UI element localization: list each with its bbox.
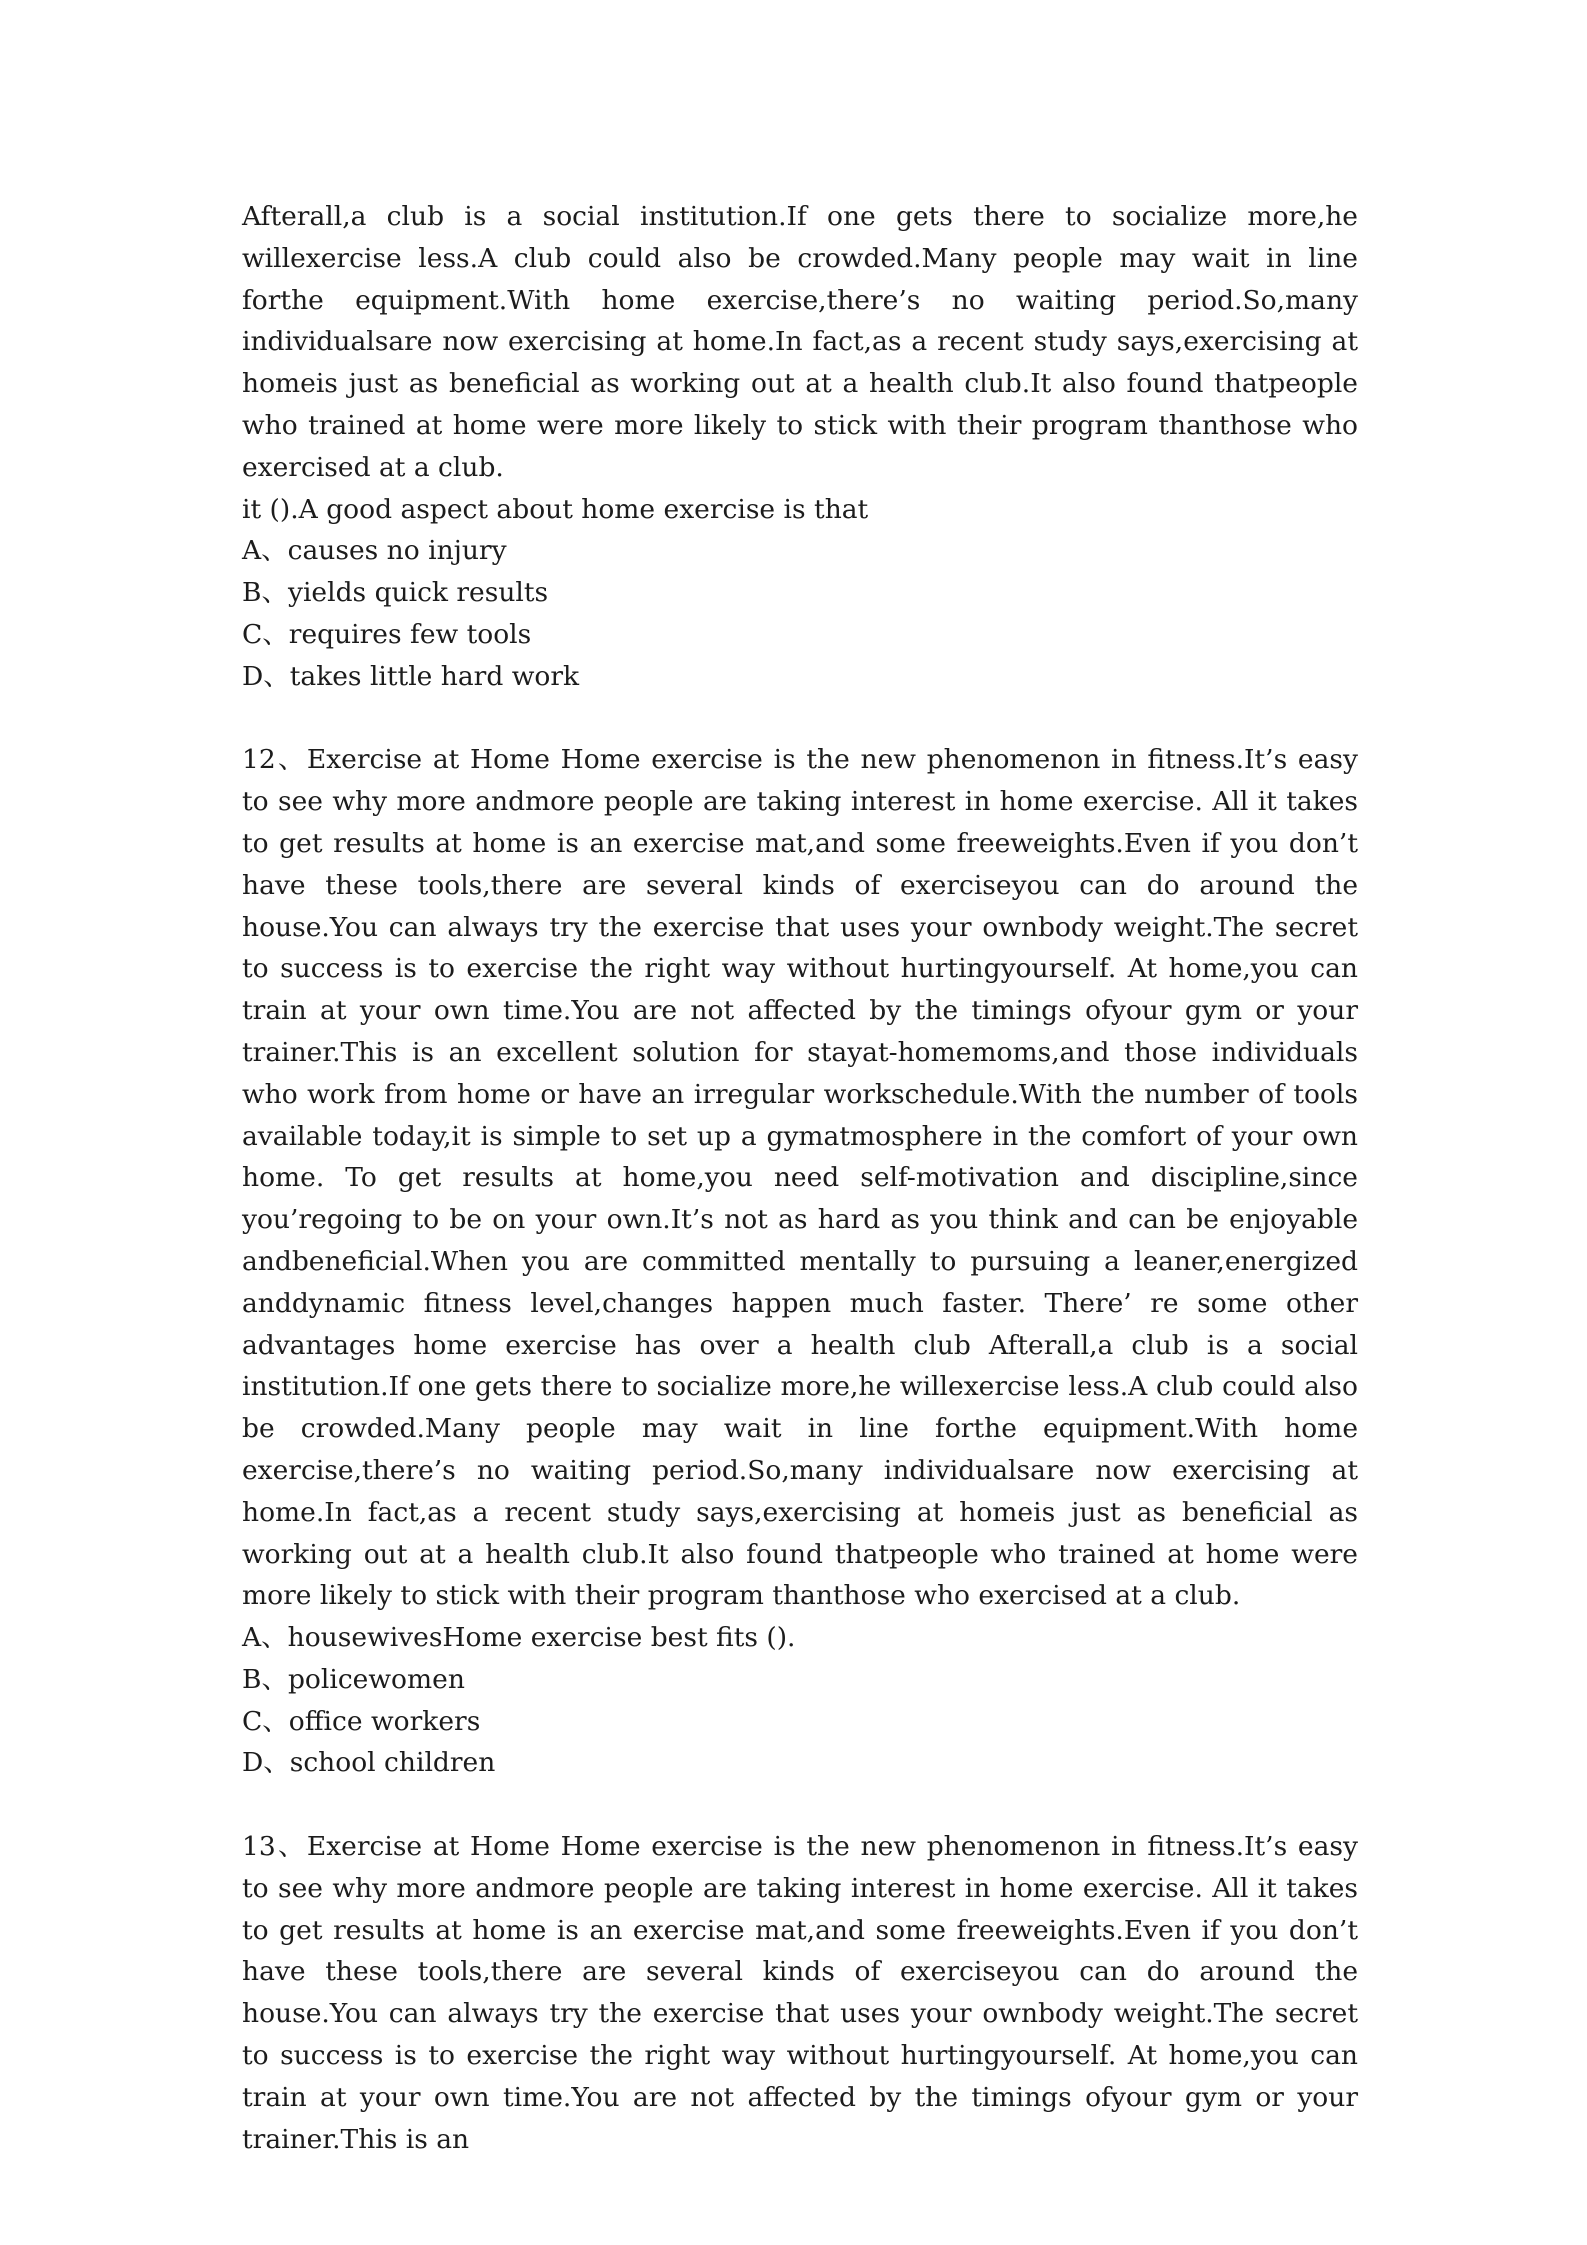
q11-stem: it ().A good aspect about home exercise is that [242,493,869,525]
q11-option-c: C、requires few tools [242,618,532,650]
q12-option-c: C、office workers [242,1705,481,1737]
spacer [242,1784,1358,1826]
q12-passage: Exercise at Home Home exercise is the new phenomenon in fitness.It’s easy to see why more andmore people are taking interest in home exercise. All it takes to get results at home is an exercise mat,and some freeweights.Even if you don’t have these tools,there are several kinds of exerciseyou can do around the house.You can always try the exercise that uses your ownbody weight.The secret to success is to exercise the right way without hurtingyourself. At home,you can train at your own time.You are not affected by the timings ofyour gym or your trainer.This is an excellent solution for stayat-homemoms,and those individuals who work from home or have an irregular workschedule.With the number of tools available today,it is simple to set up a gymatmosphere in the comfort of your own home. To get results at home,you need self-motivation and discipline,since you’regoing to be on your own.It’s not as hard as you think and can be enjoyable andbeneficial.When you are committed mentally to pursuing a leaner,energized anddynamic fitness level,changes happen much faster. There’ re some other advantages home exercise has over a health club Afterall,a club is a social institution.If one gets there to socialize more,he willexercise less.A club could also be crowded.Many people may wait in line forthe equipment.With home exercise,there’s no waiting period.So,many individualsare now exercising at home.In fact,as a recent study says,exercising at homeis just as beneficial as working out at a health club.It also found thatpeople who trained at home were more likely to stick with their program thanthose who exercised at a club. [242,744,1358,1612]
q11-option-d: D、takes little hard work [242,660,580,692]
q12-option-b: B、policewomen [242,1663,465,1695]
q13-passage: Exercise at Home Home exercise is the new phenomenon in fitness.It’s easy to see why more andmore people are taking interest in home exercise. All it takes to get results at home is an exercise mat,and some freeweights.Even if you don’t have these tools,there are several kinds of exerciseyou can do around the house.You can always try the exercise that uses your ownbody weight.The secret to success is to exercise the right way without hurtingyourself. At home,you can train at your own time.You are not affected by the timings ofyour gym or your trainer.This is an [242,1831,1358,2155]
q11-option-b: B、yields quick results [242,577,549,609]
q13-number: 13、 [242,1831,307,1863]
q12-number: 12、 [242,744,307,776]
q12-option-d: D、school children [242,1747,496,1779]
q11-passage: Afterall,a club is a social institution.If one gets there to socialize more,he willexercise less.A club could also be crowded.Many people may wait in line forthe equipment.With home exercise,there’s no waiting period.So,many individualsare now exercising at home.In fact,as a recent study says,exercising at homeis just as beneficial as working out at a health club.It also found thatpeople who trained at home were more likely to stick with their program thanthose who exercised at a club. [242,201,1358,483]
document-page [242,196,1358,2160]
q11-option-a: A、causes no injury [242,535,507,567]
spacer [242,698,1358,740]
q12-option-a: A、housewivesHome exercise best fits (). [242,1622,796,1654]
q13-question [242,1826,1358,2160]
q12-question [242,739,1358,1617]
